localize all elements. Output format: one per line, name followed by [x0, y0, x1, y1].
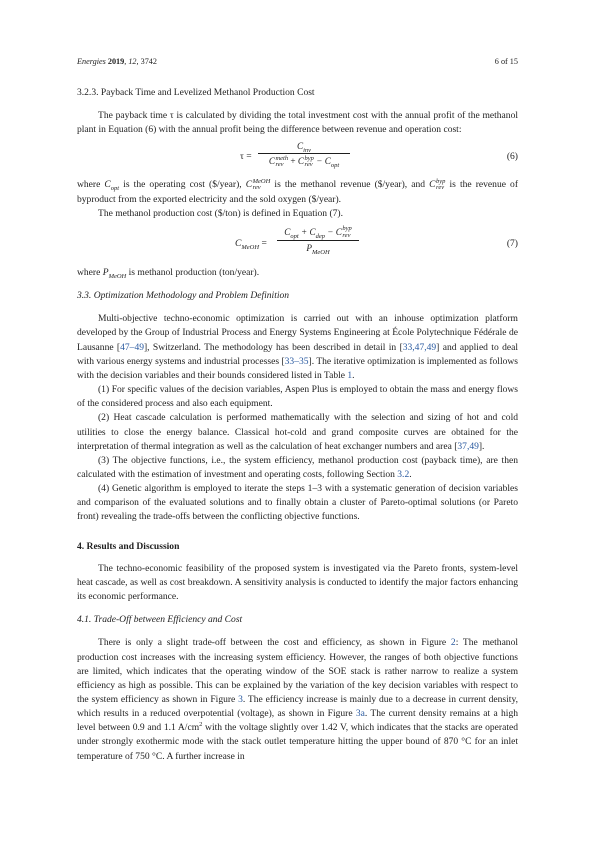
section-heading-4: 4. Results and Discussion — [77, 540, 180, 552]
section-heading-3-3: 3.3. Optimization Methodology and Problem Definition — [77, 290, 290, 302]
paragraph: The methanol production cost ($/ton) is defined in Equation (7). — [98, 207, 343, 219]
citation-link[interactable]: 33–35 — [284, 355, 309, 367]
equation-lhs: $C_{MeOH}$ = — [235, 237, 267, 251]
paragraph: where $P_{MeOH}$ is methanol production (ton/year). — [77, 266, 260, 280]
paragraph: (1) For specific values of the decision variables, Aspen Plus is employed to obtain the mass and energy flows of the considered process and also each equipment. — [77, 384, 518, 410]
citation-link[interactable]: 47–49 — [120, 341, 144, 353]
paragraph: There is only a slight trade-off between the cost and efficiency, as shown in Figure 2: The methanol production cost increases with the increasing system efficiency. However, the ranges of both objective functions are limited, which indicates that the operating window of the SOE stack is rather narrow to realize a system efficiency as high as possible. This can be explained by the variation of the key decision variables with respect to the system efficiency as shown in Figure 3. The efficiency increase is mainly due to a decrease in current density, which results in a reduced overpotential (voltage), as shown in Figure 3a. The current density remains at a high level between 0.9 and 1.1 $A/cm^2$ with the voltage slightly over 1.42 V, which indicates that the stacks are operated under strongly exothermic mode with the stack outlet temperature hitting the upper bound of 870 °C for an inlet temperature of 750 °C. A further increase in — [77, 637, 519, 762]
page-number: 6 of 15 — [494, 57, 518, 66]
citation-link[interactable]: 33,47,49 — [402, 341, 437, 353]
fraction-numerator: $C_{inv}$ — [296, 141, 312, 155]
figure-link[interactable]: 3 — [238, 694, 243, 705]
paragraph: Multi-objective techno-economic optimization is carried out with an inhouse optimization platform developed by the Group of Industrial Process and Energy Systems Engineering at École Polytechnique Fédérale de Lausanne [47–49], Switzerland. The methodology has been described in detail in [33,47,49] and applied to deal with various energy systems and industrial processes [33–35]. The iterative optimization is implemented as follows with the decision variables and their bounds considered listed in Table 1. — [77, 313, 518, 381]
article-number: 3742 — [140, 57, 157, 66]
figure-link[interactable]: 3a — [355, 708, 365, 720]
body-text — [77, 84, 518, 764]
equation-7 — [77, 224, 518, 262]
equation-number: (6) — [506, 151, 518, 163]
journal-year: 2019 — [107, 57, 125, 66]
citation-link[interactable]: 37,49 — [457, 440, 479, 452]
paragraph: (2) Heat cascade calculation is performed mathematically with the selection and sizing of hot and cold utilities to close the energy balance. Classical hot-cold and grand composite curves are obtained for the interpretation of thermal integration as well as the calculation of heat exchanger numbers and area [37,49]. — [77, 412, 518, 452]
fraction-numerator: $C_{opt} + C_{dep} - C$ byp rev — [284, 225, 352, 240]
equation-number: (7) — [506, 237, 518, 249]
paragraph: The techno-economic feasibility of the proposed system is investigated via the Pareto fronts, system-level heat cascade, as well as cost breakdown. A sensitivity analysis is conducted to identify the major factors enhancing its economic performance. — [77, 562, 518, 603]
figure-link[interactable]: 2 — [450, 637, 456, 649]
fraction-denominator: $P_{MeOH}$ — [277, 240, 359, 256]
running-header-citation: Energies 2019, 12, 3742 — [77, 57, 157, 66]
equation-fraction — [277, 224, 359, 256]
equation-lhs: τ = — [240, 151, 252, 163]
journal-name: Energies — [77, 57, 106, 66]
section-heading-4-1: 4.1. Trade-Off between Efficiency and Cost — [77, 614, 243, 626]
paragraph: (3) The objective functions, i.e., the system efficiency, methanol production cost (payback time), are then calculated with the estimation of investment and operating costs, following Section 3.2. — [77, 454, 518, 480]
fraction-denominator: C meth rev + C byp rev − $C_{opt}$ — [258, 153, 350, 169]
equation-fraction — [258, 140, 350, 169]
paragraph: (4) Genetic algorithm is employed to iterate the steps 1–3 with a systematic generation of decision variables and comparison of the evaluated solutions and to finally obtain a cluster of Pareto-optimal solutions (or Pareto front) revealing the trade-offs between the conflicting objective functions. — [77, 483, 518, 523]
paragraph: The payback time τ is calculated by dividing the total investment cost with the annual profit of the methanol plant in Equation (6) with the annual profit being the difference between revenue and operation cost: — [77, 110, 518, 136]
table-link[interactable]: 1 — [347, 369, 353, 381]
section-heading-3-2-3: 3.2.3. Payback Time and Levelized Methanol Production Cost — [77, 87, 315, 98]
journal-volume: 12 — [128, 57, 137, 66]
section-link[interactable]: 3.2 — [397, 468, 410, 480]
paragraph: where $C_{opt}$ is the operating cost ($/year), C MeOH rev is the methanol revenue ($/year), and C byp rev is the revenue of byproduct from the exported electricity and the sold oxygen ($/year). — [77, 177, 518, 205]
equation-6 — [77, 140, 518, 174]
